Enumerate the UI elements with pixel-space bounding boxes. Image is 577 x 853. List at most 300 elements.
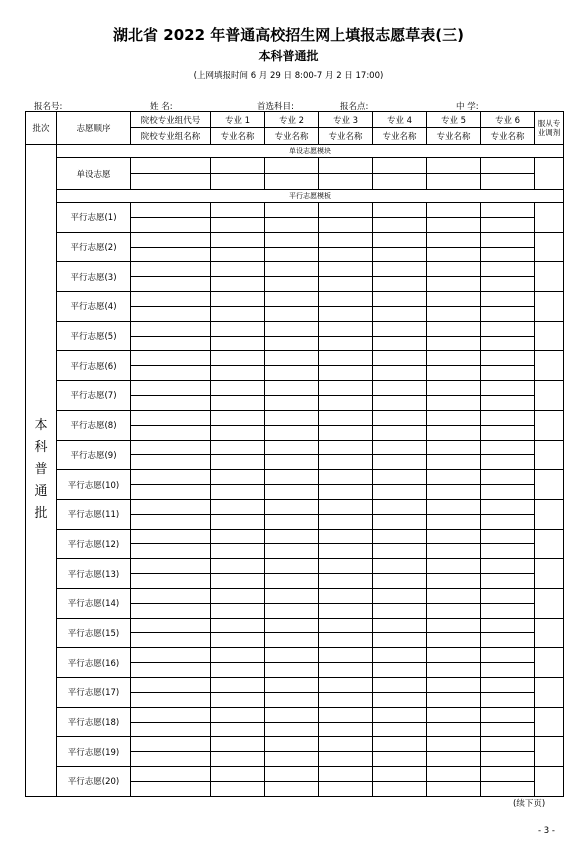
major-code-cell[interactable] xyxy=(373,158,427,174)
major-name-cell[interactable] xyxy=(265,574,319,589)
adjust-cell[interactable] xyxy=(535,381,564,411)
major-name-cell[interactable] xyxy=(265,514,319,529)
major-code-cell[interactable] xyxy=(427,321,481,336)
major-code-cell[interactable] xyxy=(427,440,481,455)
major-code-cell[interactable] xyxy=(427,707,481,722)
major-code-cell[interactable] xyxy=(265,203,319,218)
major-name-cell[interactable] xyxy=(427,336,481,351)
major-name-cell[interactable] xyxy=(319,722,373,737)
group-name-cell[interactable] xyxy=(131,514,211,529)
major-name-cell[interactable] xyxy=(265,247,319,262)
major-code-cell[interactable] xyxy=(265,232,319,247)
major-name-cell[interactable] xyxy=(319,544,373,559)
major-name-cell[interactable] xyxy=(211,336,265,351)
major-name-cell[interactable] xyxy=(211,277,265,292)
major-code-cell[interactable] xyxy=(373,232,427,247)
group-name-cell[interactable] xyxy=(131,485,211,500)
major-name-cell[interactable] xyxy=(427,663,481,678)
adjust-cell[interactable] xyxy=(535,470,564,500)
major-code-cell[interactable] xyxy=(481,351,535,366)
major-code-cell[interactable] xyxy=(319,737,373,752)
major-code-cell[interactable] xyxy=(211,767,265,782)
group-code-cell[interactable] xyxy=(131,588,211,603)
major-name-cell[interactable] xyxy=(427,752,481,767)
major-name-cell[interactable] xyxy=(373,692,427,707)
major-name-cell[interactable] xyxy=(481,603,535,618)
major-name-cell[interactable] xyxy=(481,366,535,381)
major-name-cell[interactable] xyxy=(319,485,373,500)
major-name-cell[interactable] xyxy=(211,722,265,737)
major-code-cell[interactable] xyxy=(211,158,265,174)
major-name-cell[interactable] xyxy=(373,366,427,381)
major-code-cell[interactable] xyxy=(319,381,373,396)
major-code-cell[interactable] xyxy=(319,529,373,544)
major-code-cell[interactable] xyxy=(265,351,319,366)
major-name-cell[interactable] xyxy=(481,633,535,648)
adjust-cell[interactable] xyxy=(535,559,564,589)
major-code-cell[interactable] xyxy=(481,707,535,722)
major-code-cell[interactable] xyxy=(481,737,535,752)
major-code-cell[interactable] xyxy=(319,470,373,485)
major-name-cell[interactable] xyxy=(265,752,319,767)
major-name-cell[interactable] xyxy=(373,663,427,678)
adjust-cell[interactable] xyxy=(535,499,564,529)
major-name-cell[interactable] xyxy=(211,574,265,589)
major-name-cell[interactable] xyxy=(481,663,535,678)
major-code-cell[interactable] xyxy=(427,499,481,514)
major-code-cell[interactable] xyxy=(211,559,265,574)
group-name-cell[interactable] xyxy=(131,692,211,707)
adjust-cell[interactable] xyxy=(535,440,564,470)
major-name-cell[interactable] xyxy=(211,633,265,648)
major-name-cell[interactable] xyxy=(373,395,427,410)
major-name-cell[interactable] xyxy=(481,781,535,796)
major-code-cell[interactable] xyxy=(427,529,481,544)
major-name-cell[interactable] xyxy=(211,455,265,470)
major-name-cell[interactable] xyxy=(427,574,481,589)
adjust-cell[interactable] xyxy=(535,678,564,708)
major-name-cell[interactable] xyxy=(373,722,427,737)
major-name-cell[interactable] xyxy=(481,544,535,559)
group-name-cell[interactable] xyxy=(131,544,211,559)
major-code-cell[interactable] xyxy=(265,381,319,396)
major-name-cell[interactable] xyxy=(319,514,373,529)
major-name-cell[interactable] xyxy=(481,306,535,321)
group-code-cell[interactable] xyxy=(131,203,211,218)
major-code-cell[interactable] xyxy=(211,707,265,722)
major-code-cell[interactable] xyxy=(427,737,481,752)
major-name-cell[interactable] xyxy=(319,174,373,190)
adjust-cell[interactable] xyxy=(535,321,564,351)
major-code-cell[interactable] xyxy=(211,588,265,603)
major-name-cell[interactable] xyxy=(319,366,373,381)
major-name-cell[interactable] xyxy=(373,247,427,262)
major-name-cell[interactable] xyxy=(427,514,481,529)
major-name-cell[interactable] xyxy=(373,306,427,321)
major-code-cell[interactable] xyxy=(481,499,535,514)
major-code-cell[interactable] xyxy=(427,292,481,307)
major-name-cell[interactable] xyxy=(427,544,481,559)
major-code-cell[interactable] xyxy=(319,351,373,366)
group-name-cell[interactable] xyxy=(131,366,211,381)
major-name-cell[interactable] xyxy=(265,366,319,381)
major-code-cell[interactable] xyxy=(265,588,319,603)
major-code-cell[interactable] xyxy=(373,767,427,782)
major-name-cell[interactable] xyxy=(265,455,319,470)
major-code-cell[interactable] xyxy=(211,499,265,514)
major-code-cell[interactable] xyxy=(265,158,319,174)
major-code-cell[interactable] xyxy=(319,559,373,574)
major-code-cell[interactable] xyxy=(373,618,427,633)
adjust-cell[interactable] xyxy=(535,648,564,678)
major-code-cell[interactable] xyxy=(427,232,481,247)
major-code-cell[interactable] xyxy=(211,351,265,366)
major-code-cell[interactable] xyxy=(265,737,319,752)
major-name-cell[interactable] xyxy=(211,425,265,440)
major-code-cell[interactable] xyxy=(211,648,265,663)
major-code-cell[interactable] xyxy=(373,292,427,307)
major-code-cell[interactable] xyxy=(265,499,319,514)
major-code-cell[interactable] xyxy=(373,707,427,722)
group-name-cell[interactable] xyxy=(131,395,211,410)
major-name-cell[interactable] xyxy=(427,485,481,500)
major-name-cell[interactable] xyxy=(319,781,373,796)
major-code-cell[interactable] xyxy=(319,232,373,247)
major-name-cell[interactable] xyxy=(427,425,481,440)
adjust-cell[interactable] xyxy=(535,158,564,190)
major-code-cell[interactable] xyxy=(211,678,265,693)
major-name-cell[interactable] xyxy=(265,663,319,678)
major-name-cell[interactable] xyxy=(427,603,481,618)
major-code-cell[interactable] xyxy=(373,470,427,485)
major-code-cell[interactable] xyxy=(211,737,265,752)
group-name-cell[interactable] xyxy=(131,425,211,440)
major-code-cell[interactable] xyxy=(427,767,481,782)
major-name-cell[interactable] xyxy=(373,217,427,232)
major-code-cell[interactable] xyxy=(481,292,535,307)
major-code-cell[interactable] xyxy=(481,678,535,693)
major-code-cell[interactable] xyxy=(265,559,319,574)
group-name-cell[interactable] xyxy=(131,277,211,292)
major-name-cell[interactable] xyxy=(427,174,481,190)
group-name-cell[interactable] xyxy=(131,633,211,648)
group-code-cell[interactable] xyxy=(131,262,211,277)
major-code-cell[interactable] xyxy=(211,440,265,455)
major-name-cell[interactable] xyxy=(265,603,319,618)
major-code-cell[interactable] xyxy=(481,158,535,174)
major-name-cell[interactable] xyxy=(481,752,535,767)
major-code-cell[interactable] xyxy=(319,262,373,277)
major-code-cell[interactable] xyxy=(373,351,427,366)
adjust-cell[interactable] xyxy=(535,262,564,292)
group-code-cell[interactable] xyxy=(131,292,211,307)
major-name-cell[interactable] xyxy=(373,574,427,589)
group-code-cell[interactable] xyxy=(131,440,211,455)
major-name-cell[interactable] xyxy=(481,395,535,410)
adjust-cell[interactable] xyxy=(535,529,564,559)
major-name-cell[interactable] xyxy=(427,217,481,232)
major-name-cell[interactable] xyxy=(319,336,373,351)
major-name-cell[interactable] xyxy=(481,514,535,529)
group-name-cell[interactable] xyxy=(131,247,211,262)
major-code-cell[interactable] xyxy=(319,292,373,307)
group-code-cell[interactable] xyxy=(131,470,211,485)
major-name-cell[interactable] xyxy=(481,425,535,440)
major-name-cell[interactable] xyxy=(265,425,319,440)
major-code-cell[interactable] xyxy=(481,381,535,396)
major-code-cell[interactable] xyxy=(211,203,265,218)
major-code-cell[interactable] xyxy=(481,588,535,603)
major-name-cell[interactable] xyxy=(211,247,265,262)
major-name-cell[interactable] xyxy=(481,277,535,292)
major-code-cell[interactable] xyxy=(373,499,427,514)
major-code-cell[interactable] xyxy=(319,158,373,174)
adjust-cell[interactable] xyxy=(535,737,564,767)
group-name-cell[interactable] xyxy=(131,722,211,737)
major-name-cell[interactable] xyxy=(211,692,265,707)
major-code-cell[interactable] xyxy=(373,262,427,277)
major-code-cell[interactable] xyxy=(427,262,481,277)
major-code-cell[interactable] xyxy=(373,529,427,544)
major-code-cell[interactable] xyxy=(211,618,265,633)
group-name-cell[interactable] xyxy=(131,455,211,470)
major-code-cell[interactable] xyxy=(481,767,535,782)
major-code-cell[interactable] xyxy=(481,470,535,485)
group-name-cell[interactable] xyxy=(131,174,211,190)
major-name-cell[interactable] xyxy=(481,174,535,190)
major-code-cell[interactable] xyxy=(211,292,265,307)
major-code-cell[interactable] xyxy=(481,648,535,663)
major-name-cell[interactable] xyxy=(211,544,265,559)
major-name-cell[interactable] xyxy=(319,306,373,321)
major-code-cell[interactable] xyxy=(211,381,265,396)
group-code-cell[interactable] xyxy=(131,499,211,514)
adjust-cell[interactable] xyxy=(535,588,564,618)
adjust-cell[interactable] xyxy=(535,707,564,737)
major-name-cell[interactable] xyxy=(427,781,481,796)
major-name-cell[interactable] xyxy=(373,485,427,500)
major-name-cell[interactable] xyxy=(265,722,319,737)
major-name-cell[interactable] xyxy=(265,781,319,796)
major-name-cell[interactable] xyxy=(319,752,373,767)
major-name-cell[interactable] xyxy=(319,247,373,262)
major-code-cell[interactable] xyxy=(265,292,319,307)
major-name-cell[interactable] xyxy=(319,574,373,589)
major-code-cell[interactable] xyxy=(319,588,373,603)
major-name-cell[interactable] xyxy=(265,336,319,351)
major-code-cell[interactable] xyxy=(427,678,481,693)
group-code-cell[interactable] xyxy=(131,321,211,336)
major-code-cell[interactable] xyxy=(319,707,373,722)
major-name-cell[interactable] xyxy=(427,455,481,470)
major-name-cell[interactable] xyxy=(373,174,427,190)
major-name-cell[interactable] xyxy=(427,247,481,262)
major-name-cell[interactable] xyxy=(427,395,481,410)
group-code-cell[interactable] xyxy=(131,648,211,663)
major-code-cell[interactable] xyxy=(427,410,481,425)
major-code-cell[interactable] xyxy=(211,410,265,425)
major-code-cell[interactable] xyxy=(211,232,265,247)
major-name-cell[interactable] xyxy=(211,781,265,796)
major-code-cell[interactable] xyxy=(265,767,319,782)
major-code-cell[interactable] xyxy=(319,440,373,455)
group-code-cell[interactable] xyxy=(131,618,211,633)
major-name-cell[interactable] xyxy=(211,752,265,767)
major-name-cell[interactable] xyxy=(211,217,265,232)
major-name-cell[interactable] xyxy=(481,692,535,707)
major-name-cell[interactable] xyxy=(373,336,427,351)
major-code-cell[interactable] xyxy=(211,470,265,485)
adjust-cell[interactable] xyxy=(535,767,564,797)
major-name-cell[interactable] xyxy=(265,174,319,190)
major-name-cell[interactable] xyxy=(373,752,427,767)
adjust-cell[interactable] xyxy=(535,618,564,648)
adjust-cell[interactable] xyxy=(535,410,564,440)
major-code-cell[interactable] xyxy=(481,559,535,574)
major-name-cell[interactable] xyxy=(211,395,265,410)
major-name-cell[interactable] xyxy=(319,425,373,440)
major-name-cell[interactable] xyxy=(481,485,535,500)
major-code-cell[interactable] xyxy=(373,440,427,455)
group-name-cell[interactable] xyxy=(131,781,211,796)
group-code-cell[interactable] xyxy=(131,737,211,752)
major-name-cell[interactable] xyxy=(265,217,319,232)
major-code-cell[interactable] xyxy=(481,410,535,425)
group-code-cell[interactable] xyxy=(131,232,211,247)
major-code-cell[interactable] xyxy=(427,381,481,396)
major-code-cell[interactable] xyxy=(265,470,319,485)
major-name-cell[interactable] xyxy=(427,633,481,648)
major-code-cell[interactable] xyxy=(481,203,535,218)
major-name-cell[interactable] xyxy=(427,306,481,321)
major-name-cell[interactable] xyxy=(319,395,373,410)
major-name-cell[interactable] xyxy=(373,455,427,470)
major-name-cell[interactable] xyxy=(265,485,319,500)
major-code-cell[interactable] xyxy=(265,410,319,425)
major-name-cell[interactable] xyxy=(319,277,373,292)
group-name-cell[interactable] xyxy=(131,603,211,618)
major-name-cell[interactable] xyxy=(373,603,427,618)
major-code-cell[interactable] xyxy=(319,203,373,218)
major-name-cell[interactable] xyxy=(319,663,373,678)
major-code-cell[interactable] xyxy=(481,232,535,247)
group-name-cell[interactable] xyxy=(131,574,211,589)
major-code-cell[interactable] xyxy=(481,321,535,336)
major-code-cell[interactable] xyxy=(427,158,481,174)
group-code-cell[interactable] xyxy=(131,678,211,693)
major-name-cell[interactable] xyxy=(427,722,481,737)
major-code-cell[interactable] xyxy=(211,321,265,336)
major-name-cell[interactable] xyxy=(265,544,319,559)
major-code-cell[interactable] xyxy=(265,262,319,277)
major-name-cell[interactable] xyxy=(211,366,265,381)
adjust-cell[interactable] xyxy=(535,203,564,233)
group-code-cell[interactable] xyxy=(131,158,211,174)
major-name-cell[interactable] xyxy=(481,574,535,589)
group-code-cell[interactable] xyxy=(131,381,211,396)
major-name-cell[interactable] xyxy=(481,217,535,232)
group-name-cell[interactable] xyxy=(131,217,211,232)
major-name-cell[interactable] xyxy=(211,514,265,529)
major-name-cell[interactable] xyxy=(427,692,481,707)
major-name-cell[interactable] xyxy=(373,514,427,529)
major-code-cell[interactable] xyxy=(373,321,427,336)
major-name-cell[interactable] xyxy=(481,455,535,470)
major-code-cell[interactable] xyxy=(427,470,481,485)
group-code-cell[interactable] xyxy=(131,410,211,425)
major-code-cell[interactable] xyxy=(265,321,319,336)
major-name-cell[interactable] xyxy=(319,603,373,618)
major-code-cell[interactable] xyxy=(319,648,373,663)
major-code-cell[interactable] xyxy=(481,618,535,633)
major-code-cell[interactable] xyxy=(427,588,481,603)
group-code-cell[interactable] xyxy=(131,559,211,574)
group-name-cell[interactable] xyxy=(131,306,211,321)
major-name-cell[interactable] xyxy=(265,633,319,648)
major-code-cell[interactable] xyxy=(265,678,319,693)
major-name-cell[interactable] xyxy=(373,781,427,796)
major-code-cell[interactable] xyxy=(427,203,481,218)
major-code-cell[interactable] xyxy=(373,588,427,603)
major-code-cell[interactable] xyxy=(373,678,427,693)
major-code-cell[interactable] xyxy=(319,321,373,336)
major-name-cell[interactable] xyxy=(319,633,373,648)
major-code-cell[interactable] xyxy=(265,707,319,722)
group-name-cell[interactable] xyxy=(131,336,211,351)
major-name-cell[interactable] xyxy=(481,722,535,737)
major-name-cell[interactable] xyxy=(319,692,373,707)
major-name-cell[interactable] xyxy=(265,306,319,321)
major-name-cell[interactable] xyxy=(211,603,265,618)
major-name-cell[interactable] xyxy=(427,277,481,292)
major-code-cell[interactable] xyxy=(373,737,427,752)
major-code-cell[interactable] xyxy=(427,351,481,366)
major-name-cell[interactable] xyxy=(481,336,535,351)
major-code-cell[interactable] xyxy=(373,410,427,425)
major-code-cell[interactable] xyxy=(481,262,535,277)
major-code-cell[interactable] xyxy=(265,648,319,663)
major-code-cell[interactable] xyxy=(427,618,481,633)
major-name-cell[interactable] xyxy=(373,544,427,559)
major-code-cell[interactable] xyxy=(427,648,481,663)
major-code-cell[interactable] xyxy=(373,648,427,663)
major-code-cell[interactable] xyxy=(319,678,373,693)
major-name-cell[interactable] xyxy=(211,306,265,321)
major-code-cell[interactable] xyxy=(265,529,319,544)
major-name-cell[interactable] xyxy=(481,247,535,262)
major-name-cell[interactable] xyxy=(319,217,373,232)
major-name-cell[interactable] xyxy=(373,277,427,292)
group-code-cell[interactable] xyxy=(131,767,211,782)
major-code-cell[interactable] xyxy=(481,529,535,544)
adjust-cell[interactable] xyxy=(535,232,564,262)
adjust-cell[interactable] xyxy=(535,351,564,381)
adjust-cell[interactable] xyxy=(535,292,564,322)
major-name-cell[interactable] xyxy=(211,485,265,500)
major-code-cell[interactable] xyxy=(427,559,481,574)
major-code-cell[interactable] xyxy=(319,767,373,782)
major-code-cell[interactable] xyxy=(265,440,319,455)
major-name-cell[interactable] xyxy=(427,366,481,381)
group-name-cell[interactable] xyxy=(131,752,211,767)
major-code-cell[interactable] xyxy=(373,381,427,396)
group-code-cell[interactable] xyxy=(131,529,211,544)
major-code-cell[interactable] xyxy=(211,529,265,544)
major-name-cell[interactable] xyxy=(265,692,319,707)
major-name-cell[interactable] xyxy=(373,633,427,648)
major-name-cell[interactable] xyxy=(319,455,373,470)
group-name-cell[interactable] xyxy=(131,663,211,678)
